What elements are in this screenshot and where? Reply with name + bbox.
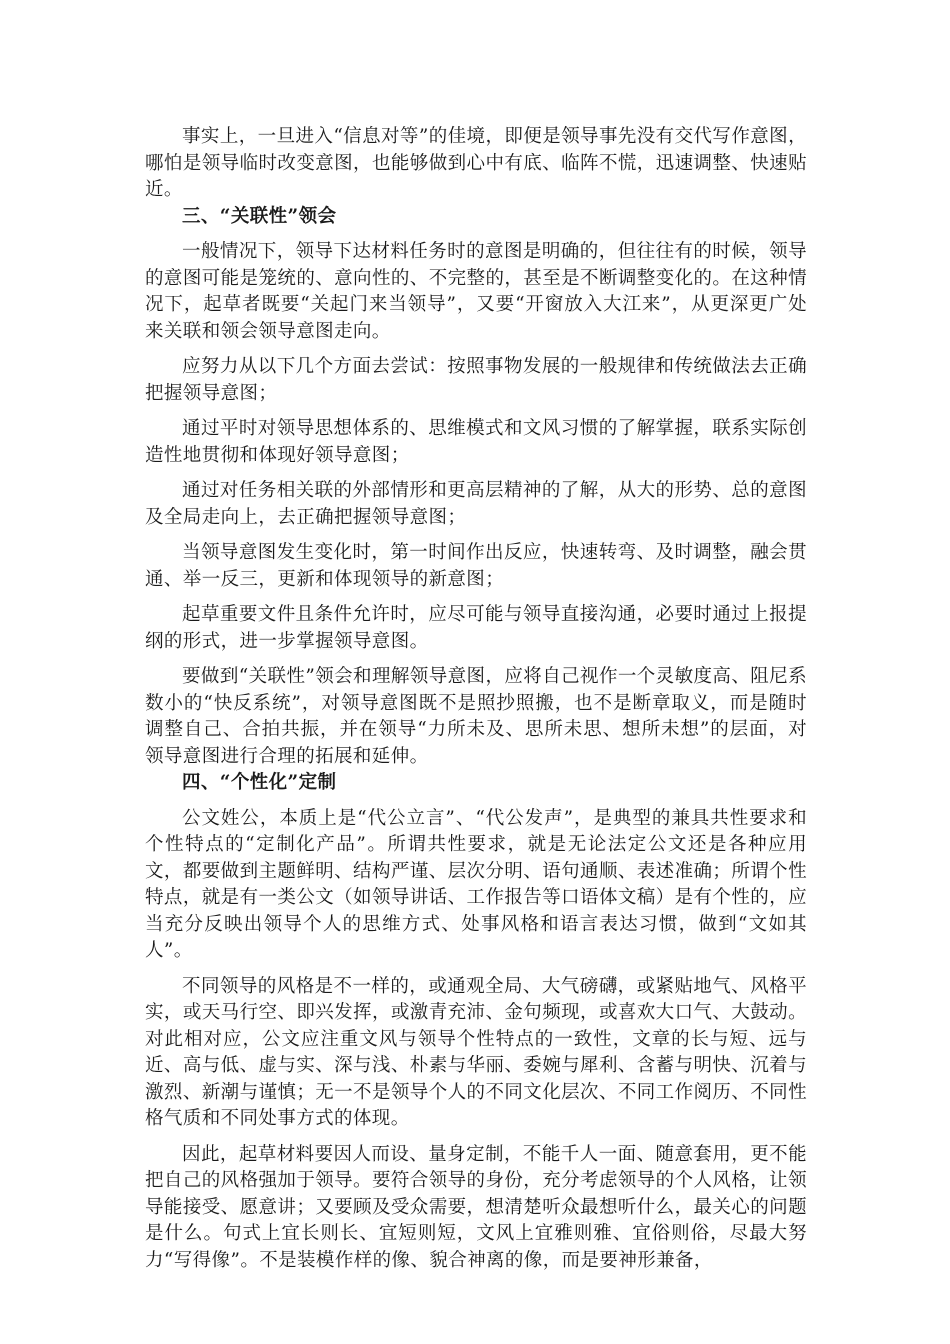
section-3-para-6: 起草重要文件且条件允许时，应尽可能与领导直接沟通，必要时通过上报提纲的形式，进一步掌握领导意图。	[145, 604, 807, 652]
document-page	[145, 124, 807, 1274]
intro-paragraph: 事实上，一旦进入“信息对等”的佳境，即便是领导事先没有交代写作意图，哪怕是领导临时改变意图，也能够做到心中有底、临阵不慌，迅速调整、快速贴近。	[145, 126, 807, 200]
section-3-para-3: 通过平时对领导思想体系的、思维模式和文风习惯的了解掌握，联系实际创造性地贯彻和体现好领导意图；	[145, 418, 807, 466]
section-4-para-2: 不同领导的风格是不一样的，或通观全局、大气磅礴，或紧贴地气、风格平实，或天马行空、即兴发挥，或激青充沛、金句频现，或喜欢大口气、大鼓动。对此相对应，公文应注重文风与领导个性特点的一致性，文章的长与短、远与近、高与低、虚与实、深与浅、朴素与华丽、委婉与犀利、含蓄与明快、沉着与激烈、新潮与谨慎；无一不是领导个人的不同文化层次、不同工作阅历、不同性格气质和不同处事方式的体现。	[145, 975, 807, 1129]
section-3-para-2: 应努力从以下几个方面去尝试：按照事物发展的一般规律和传统做法去正确把握领导意图；	[145, 356, 807, 404]
section-3-para-4: 通过对任务相关联的外部情形和更高层精神的了解，从大的形势、总的意图及全局走向上，去正确把握领导意图；	[145, 480, 807, 528]
section-3-para-5: 当领导意图发生变化时，第一时间作出反应，快速转弯、及时调整，融会贯通、举一反三，更新和体现领导的新意图；	[145, 542, 807, 590]
section-3-para-7: 要做到“关联性”领会和理解领导意图，应将自己视作一个灵敏度高、阻尼系数小的“快反系统”，对领导意图既不是照抄照搬，也不是断章取义，而是随时调整自己、合拍共振，并在领导“力所未及、思所未思、想所未想”的层面，对领导意图进行合理的拓展和延伸。	[145, 666, 807, 767]
section-4-para-3: 因此，起草材料要因人而设、量身定制，不能千人一面、随意套用，更不能把自己的风格强加于领导。要符合领导的身份，充分考虑领导的个人风格，让领导能接受、愿意讲；又要顾及受众需要，想清楚听众最想听什么，最关心的问题是什么。句式上宜长则长、宜短则短，文风上宜雅则雅、宜俗则俗，尽最大努力“写得像”。不是装模作样的像、貌合神离的像，而是要神形兼备，	[145, 1143, 807, 1271]
section-4-para-1: 公文姓公，本质上是“代公立言”、“代公发声”，是典型的兼具共性要求和个性特点的“定制化产品”。所谓共性要求，就是无论法定公文还是各种应用文，都要做到主题鲜明、结构严谨、层次分明、语句通顺、表述准确；所谓个性特点，就是有一类公文（如领导讲话、工作报告等口语体文稿）是有个性的，应当充分反映出领导个人的思维方式、处事风格和语言表达习惯，做到“文如其人”。	[145, 807, 807, 961]
section-3-para-1: 一般情况下，领导下达材料任务时的意图是明确的，但往往有的时候，领导的意图可能是笼统的、意向性的、不完整的，甚至是不断调整变化的。在这种情况下，起草者既要“关起门来当领导”，又要“开窗放入大江来”，从更深更广处来关联和领会领导意图走向。	[145, 241, 807, 342]
section-3-heading: 三、“关联性”领会	[182, 205, 337, 227]
section-4-heading: 四、“个性化”定制	[182, 772, 337, 793]
